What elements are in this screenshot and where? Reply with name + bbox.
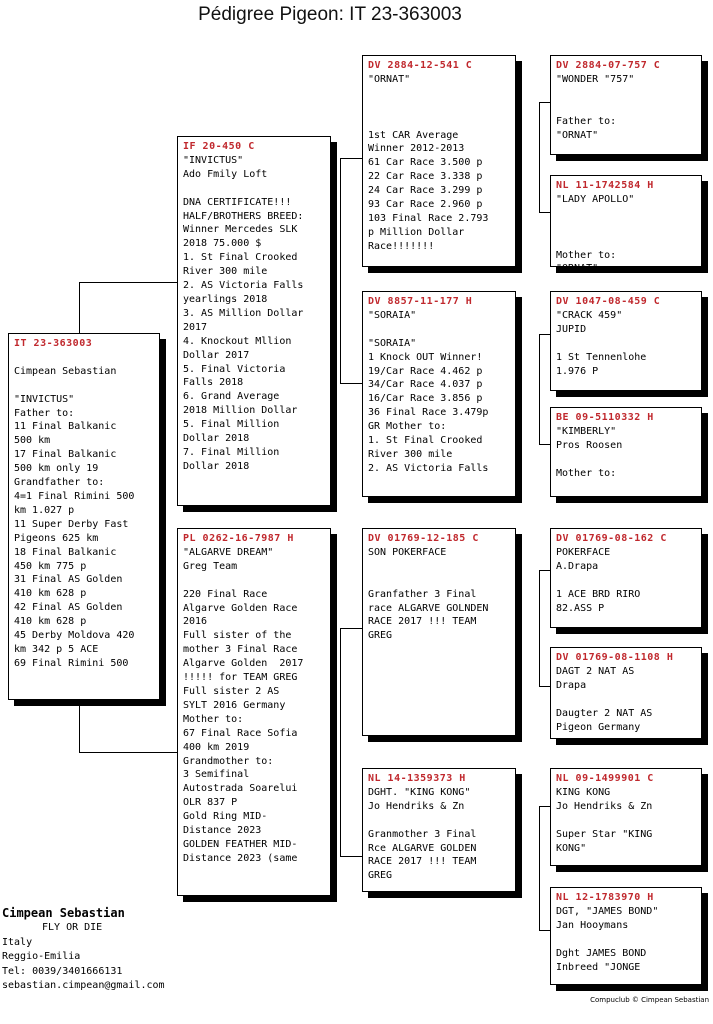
pigeon-details: "ALGARVE DREAM" Greg Team 220 Final Race Algarve Golden Race 2016 Full sister of the mother 3 Final Race Algarve Golden 2017 !!!!! for TEAM GREG Full sister 2 AS SYLT 2016 Germany Mother to: 67 Final Race Sofia 400 km 2019 Grandmother to: 3 Semifinal Autostrada Soarelui OLR 837 P Gold Ring MID- Distance 2023 GOLDEN FEATHER MID- Distance 2023 (same xyxy=(183,546,304,864)
pigeon-details: KING KONG Jo Hendriks & Zn Super Star "KING KONG" xyxy=(556,786,653,854)
ring-number: BE 09-5110332 H xyxy=(556,412,654,423)
breeder-name: Cimpean Sebastian xyxy=(2,906,125,920)
ring-number: NL 14-1359373 H xyxy=(368,773,466,784)
breeder-motto: FLY OR DIE xyxy=(42,922,103,933)
ring-number: NL 12-1783970 H xyxy=(556,892,654,903)
dss-card xyxy=(550,528,702,628)
connector-line xyxy=(340,856,363,857)
connector-line xyxy=(539,102,540,212)
pigeon-details: "CRACK 459" JUPID 1 St Tennenlohe 1.976 P xyxy=(556,309,647,377)
connector-line xyxy=(539,806,540,930)
breeder-info xyxy=(2,905,202,994)
dam-dam-card xyxy=(362,768,516,892)
ring-number: DV 2884-12-541 C xyxy=(368,60,473,71)
connector-line xyxy=(340,628,363,629)
sss-card xyxy=(550,55,702,155)
connector-line xyxy=(539,570,540,686)
dam-card xyxy=(177,528,331,896)
ssd-card xyxy=(550,175,702,275)
ring-number: NL 11-1742584 H xyxy=(556,180,654,191)
pigeon-details: DAGT 2 NAT AS Drapa Daugter 2 NAT AS Pigeon Germany xyxy=(556,665,653,733)
ring-number: DV 1047-08-459 C xyxy=(556,296,661,307)
subject-pigeon-card xyxy=(8,333,160,700)
connector-line xyxy=(340,158,341,383)
dds-card xyxy=(550,768,702,866)
breeder-email: sebastian.cimpean@gmail.com xyxy=(2,980,165,991)
pigeon-details: "KIMBERLY" Pros Roosen Mother to: xyxy=(556,425,623,479)
breeder-phone: Tel: 0039/3401666131 xyxy=(2,965,123,977)
connector-line xyxy=(539,334,540,444)
ring-number: DV 2884-07-757 C xyxy=(556,60,661,71)
dsd-card xyxy=(550,647,702,739)
pigeon-details: "INVICTUS" Ado Fmily Loft DNA CERTIFICATE!!! HALF/BROTHERS BREED: Winner Mercedes SLK 2018 75.000 $ 1. St Final Crooked River 300 mile 2. AS Victoria Falls yearlings 2018 3. AS Million Dollar 2017 4. Knockout Mllion Dollar 2017 5. Final Victoria Falls 2018 6. Grand Average 2018 Million Dollar 5. Final Million Dollar 2018 7. Final Million Dollar 2018 xyxy=(183,154,304,472)
pigeon-details: "ORNAT" 1st CAR Average Winner 2012-2013 61 Car Race 3.500 p 22 Car Race 3.338 p 24 Car Race 3.299 p 93 Car Race 2.960 p 103 Final Race 2.793 p Million Dollar Race!!!!!!! xyxy=(368,73,489,252)
sire-card xyxy=(177,136,331,506)
connector-line xyxy=(340,628,341,856)
ring-number: PL 0262-16-7987 H xyxy=(183,533,294,544)
ring-number: DV 01769-08-162 C xyxy=(556,533,667,544)
connector-line xyxy=(340,158,363,159)
connector-line xyxy=(79,752,178,753)
dam-sire-card xyxy=(362,528,516,736)
sire-dam-card xyxy=(362,291,516,497)
pigeon-details: POKERFACE A.Drapa 1 ACE BRD RIRO 82.ASS P xyxy=(556,546,641,614)
pigeon-details: DGT, "JAMES BOND" Jan Hooymans Dght JAMES BOND Inbreed "JONGE xyxy=(556,905,659,973)
connector-line xyxy=(340,383,363,384)
pigeon-details: Cimpean Sebastian "INVICTUS" Father to: 11 Final Balkanic 500 km 17 Final Balkanic 500 km only 19 Grandfather to: 4=1 Final Rimini 500 km 1.027 p 11 Super Derby Fast Pigeons 625 km 18 Final Balkanic 450 km 775 p 31 Final AS Golden 410 km 628 p 42 Final AS Golden 410 km 628 p 45 Derby Moldova 420 km 342 p 5 ACE 69 Final Rimini 500 xyxy=(14,365,135,669)
ddd-card xyxy=(550,887,702,985)
page-title: Pédigree Pigeon: IT 23-363003 xyxy=(198,4,462,25)
ring-number: DV 01769-08-1108 H xyxy=(556,652,674,663)
sdd-card xyxy=(550,407,702,497)
pigeon-details: SON POKERFACE Granfather 3 Final race ALGARVE GOLNDEN RACE 2017 !!! TEAM GREG xyxy=(368,546,489,642)
sds-card xyxy=(550,291,702,391)
connector-line xyxy=(79,282,178,283)
ring-number: IT 23-363003 xyxy=(14,338,93,349)
breeder-city: Reggio-Emilia xyxy=(2,951,81,962)
ring-number: IF 20-450 C xyxy=(183,141,255,152)
pigeon-details: DGHT. "KING KONG" Jo Hendriks & Zn Granmother 3 Final Rce ALGARVE GOLDEN RACE 2017 !!! TEAM GREG xyxy=(368,786,477,882)
breeder-country: Italy xyxy=(2,936,33,948)
ring-number: NL 09-1499901 C xyxy=(556,773,654,784)
footer-credit: Compuclub © Cimpean Sebastian xyxy=(590,996,709,1004)
pigeon-details: "SORAIA" "SORAIA" 1 Knock OUT Winner! 19/Car Race 4.462 p 34/Car Race 4.037 p 16/Car Race 3.856 p 36 Final Race 3.479p GR Mother to: 1. St Final Crooked River 300 mile 2. AS Victoria Falls xyxy=(368,309,489,474)
pigeon-details: "WONDER "757" Father to: "ORNAT" xyxy=(556,73,635,141)
sire-sire-card xyxy=(362,55,516,267)
pigeon-details: "LADY APOLLO" Mother to: "ORNAT" xyxy=(556,193,635,275)
ring-number: DV 01769-12-185 C xyxy=(368,533,479,544)
ring-number: DV 8857-11-177 H xyxy=(368,296,473,307)
